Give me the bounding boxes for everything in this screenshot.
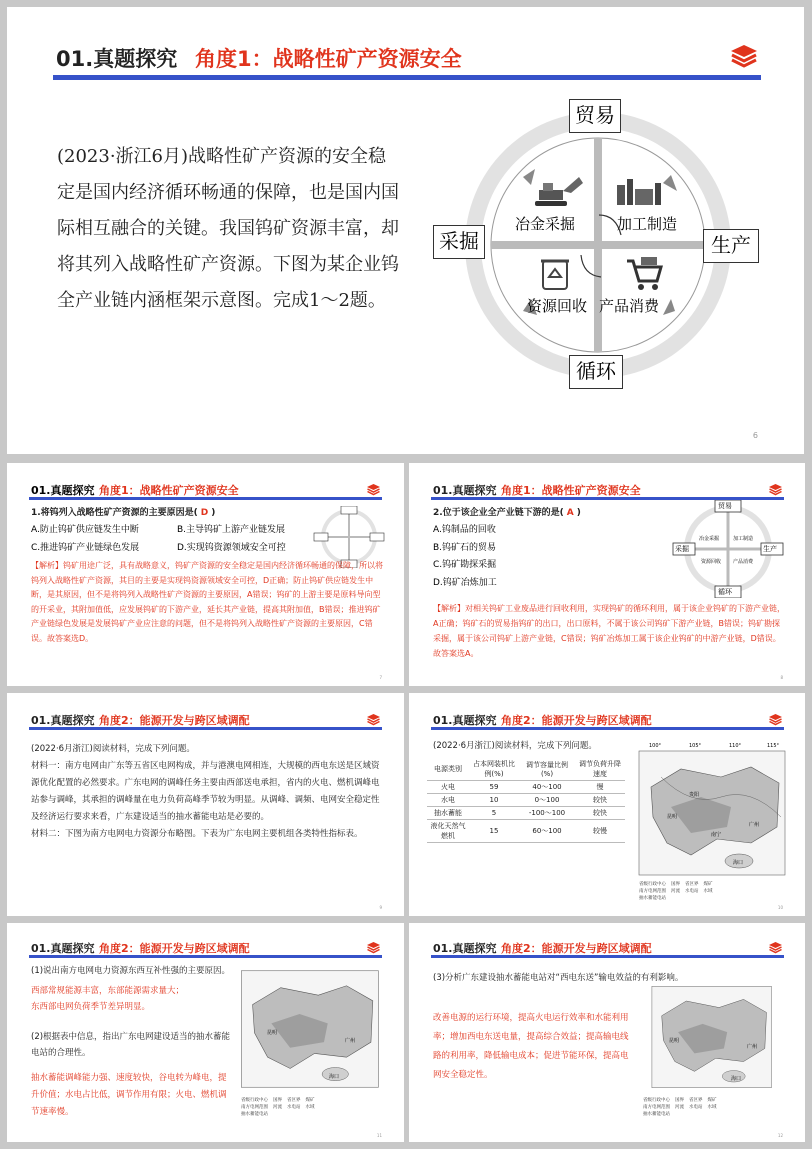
option-c: C.钨矿勘探采掘 bbox=[433, 560, 497, 570]
question-2: 2.位于该企业全产业链下游的是( A ) bbox=[433, 508, 581, 518]
stack-icon bbox=[366, 711, 381, 730]
grid-map bbox=[635, 979, 793, 1139]
option-d: D.钨矿冶炼加工 bbox=[433, 578, 497, 588]
option-b: B.钨矿石的贸易 bbox=[433, 543, 497, 553]
angle-title: 角度1：战略性矿产资源安全 bbox=[99, 484, 239, 497]
page-number: 7 bbox=[379, 675, 382, 680]
page-number: 12 bbox=[777, 1133, 783, 1138]
question-1: (1)说出南方电网电力资源东西互补性强的主要原因。 bbox=[31, 966, 231, 976]
slide-7 bbox=[409, 923, 805, 1142]
angle-title: 角度2：能源开发与跨区域调配 bbox=[501, 714, 652, 727]
option-a: A.防止钨矿供应链发生中断 bbox=[31, 525, 139, 535]
section-title: 01.真题探究 bbox=[31, 484, 95, 497]
header-underline bbox=[431, 955, 784, 958]
option-a: A.钨制品的回收 bbox=[433, 525, 496, 535]
mini-box-recycle: 循环 bbox=[718, 588, 732, 596]
answer-1: 西部常规能源丰富，东部能源需求量大； 东西部电网负荷季节差异明显。 bbox=[31, 986, 185, 1012]
material-2: 材料二：下图为南方电网电力资源分布略图。下表为广东电网主要机组各类特性指标表。 bbox=[31, 829, 363, 839]
stack-icon bbox=[366, 481, 381, 500]
lon-label: 110° bbox=[729, 743, 742, 749]
slide-2 bbox=[7, 463, 404, 686]
page-number: 10 bbox=[777, 905, 783, 910]
stack-icon bbox=[768, 481, 783, 500]
angle-title: 角度2：能源开发与跨区域调配 bbox=[99, 942, 250, 955]
map-legend: 省级行政中心 国界 省区界 煤矿 南方电网范围 河流 水电站 水域 抽水蓄能电站 bbox=[241, 1098, 315, 1117]
header-underline bbox=[29, 727, 382, 730]
section-title: 01.真题探究 bbox=[433, 484, 497, 497]
material-text bbox=[31, 741, 381, 843]
th-speed: 调节负荷升降速度 bbox=[575, 758, 625, 781]
quadrant-processing: 加工制造 bbox=[617, 215, 678, 233]
angle-title: 角度2：能源开发与跨区域调配 bbox=[501, 942, 652, 955]
table-row: 火电 59 40～100 慢 bbox=[427, 781, 625, 794]
place-guangzhou: 广州 bbox=[747, 1044, 758, 1050]
th-type: 电源类别 bbox=[427, 758, 469, 781]
grid-map bbox=[631, 743, 789, 911]
table-row: 液化天然气燃机 15 60～100 较慢 bbox=[427, 820, 625, 843]
place-guangzhou: 广州 bbox=[749, 822, 760, 828]
place-kunming: 昆明 bbox=[667, 814, 678, 820]
stack-icon bbox=[366, 939, 381, 958]
stack-icon bbox=[768, 711, 783, 730]
box-recycle: 循环 bbox=[569, 355, 623, 389]
quadrant-recovery: 资源回收 bbox=[527, 297, 588, 315]
section-title: 01.真题探究 bbox=[56, 47, 178, 71]
power-table bbox=[427, 758, 625, 843]
mini-quadrant-3: 资源回收 bbox=[701, 559, 722, 565]
option-c: C.推进钨矿产业链绿色发展 bbox=[31, 543, 140, 553]
section-title: 01.真题探究 bbox=[433, 942, 497, 955]
material-1: 材料一：南方电网由广东等五省区电网构成，并与港澳电网相连，大规模的西电东送是区域资源优化配置的必然要求。广东电网的调峰任务主要由西部送电承担，省内的火电、燃机调峰电站参与调峰，其承担的调峰量在电力负荷高峰季节较为明显。从调峰、调频、电网安全稳定性及经济运行要求来看，广东建设适当的抽水蓄能电站是必要的。 bbox=[31, 761, 380, 822]
lon-label: 115° bbox=[767, 743, 780, 749]
header-underline bbox=[431, 727, 784, 730]
option-b: B.主导钨矿上游产业链发展 bbox=[177, 525, 286, 535]
stack-icon bbox=[729, 43, 759, 69]
mini-diagram bbox=[671, 500, 785, 602]
mini-box-mining: 采掘 bbox=[675, 545, 689, 553]
question-3: (3)分析广东建设抽水蓄能电站对“西电东送”输电效益的有利影响。 bbox=[433, 973, 684, 983]
section-title: 01.真题探究 bbox=[31, 942, 95, 955]
question-1: 1.将钨列入战略性矿产资源的主要原因是( D ) bbox=[31, 508, 216, 518]
analysis-text: 【解析】钨矿用途广泛，具有战略意义，钨矿产资源的安全稳定是国内经济循环畅通的保障，所以将钨列入战略性矿产资源，其目的主要是实现钨资源领域安全可控，D正确；防止钨矿供应链发生中断，是其原因，但不是将钨列入战略性矿产资源的主要原因，A错误；钨矿的上游主要是原料导向型的开采业，其附加值低，应发展钨矿的下游产业，延长其产业链，提高其附加值，B错误；推进钨矿产业链绿色发展是发展钨矿产业应注意的问题，但不是将钨列入战略性矿产资源的主要原因，C错误。故答案选D。 bbox=[31, 561, 383, 643]
table-header bbox=[427, 758, 625, 781]
intro-line: (2022·6月浙江)阅读材料，完成下列问题。 bbox=[433, 741, 597, 751]
analysis-text: 【解析】对相关钨矿工业废品进行回收利用，实现钨矿的循环利用，属于该企业钨矿的下游产业链，A正确；钨矿石的贸易指钨矿的出口，出口原料，不属于该公司钨矿下游产业链，B错误；钨矿勘探采掘，属于该公司钨矿上游产业链，C错误；钨矿冶炼加工属于该企业钨矿的中游产业链，D错误。故答案选A。 bbox=[433, 604, 785, 658]
slide-1 bbox=[7, 7, 804, 454]
option-d: D.实现钨资源领域安全可控 bbox=[177, 543, 286, 553]
place-haikou: 海口 bbox=[731, 1076, 742, 1082]
table-row: 抽水蓄能 5 -100～100 较快 bbox=[427, 807, 625, 820]
page-number: 6 bbox=[752, 431, 758, 440]
mini-quadrant-2: 加工制造 bbox=[733, 536, 754, 542]
section-title: 01.真题探究 bbox=[433, 714, 497, 727]
answer-2: 抽水蓄能调峰能力强、速度较快，谷电转为峰电，提升价值；水电占比低，调节作用有限；火电、燃机调节速率慢。 bbox=[31, 1073, 227, 1117]
mini-box-trade: 贸易 bbox=[718, 502, 732, 510]
angle-title: 角度1：战略性矿产资源安全 bbox=[195, 47, 462, 71]
place-guangzhou: 广州 bbox=[345, 1038, 356, 1044]
stack-icon bbox=[768, 939, 783, 958]
table-row: 水电 10 0～100 较快 bbox=[427, 794, 625, 807]
place-kunming: 昆明 bbox=[669, 1038, 680, 1044]
page-number: 11 bbox=[376, 1133, 382, 1138]
grid-map bbox=[233, 963, 391, 1133]
slide-4 bbox=[7, 693, 404, 916]
header-underline bbox=[53, 75, 761, 80]
box-trade: 贸易 bbox=[569, 99, 621, 133]
box-mining: 采掘 bbox=[433, 225, 485, 259]
slide-3 bbox=[409, 463, 805, 686]
question-2: (2)根据表中信息，指出广东电网建设适当的抽水蓄能电站的合理性。 bbox=[31, 1032, 231, 1058]
page-number: 8 bbox=[780, 675, 783, 680]
answer-3: 改善电源的运行环境，提高火电运行效率和水能利用率；增加西电东送电量，提高综合效益；提高输电线路的利用率，降低输电成本；促进节能环保，提高电网安全稳定性。 bbox=[433, 1013, 629, 1080]
page-number: 9 bbox=[379, 905, 382, 910]
map-legend: 省级行政中心 国界 省区界 煤矿 南方电网范围 河流 水电站 水域 抽水蓄能电站 bbox=[639, 882, 713, 901]
tungsten-chain-diagram bbox=[431, 95, 771, 385]
place-haikou: 海口 bbox=[733, 860, 744, 866]
lon-label: 105° bbox=[689, 743, 702, 749]
th-share: 占本网装机比例(%) bbox=[469, 758, 519, 781]
header-underline bbox=[29, 497, 382, 500]
place-kunming: 昆明 bbox=[267, 1030, 278, 1036]
th-capacity: 调节容量比例(%) bbox=[519, 758, 575, 781]
map-legend: 省级行政中心 国界 省区界 煤矿 南方电网范围 河流 水电站 水域 抽水蓄能电站 bbox=[643, 1098, 717, 1117]
slide-5 bbox=[409, 693, 805, 916]
lon-label: 100° bbox=[649, 743, 662, 749]
place-guiyang: 贵阳 bbox=[689, 792, 700, 798]
header-underline bbox=[29, 955, 382, 958]
box-production: 生产 bbox=[703, 229, 759, 263]
angle-title: 角度1：战略性矿产资源安全 bbox=[501, 484, 641, 497]
mini-box-production: 生产 bbox=[763, 545, 777, 553]
place-haikou: 海口 bbox=[329, 1074, 340, 1080]
question-intro: (2023·浙江6月)战略性矿产资源的安全稳定是国内经济循环畅通的保障，也是国内国际相互融合的关键。我国钨矿资源丰富，却将其列入战略性矿产资源。下图为某企业钨全产业链内涵框架示意图。完成1～2题。 bbox=[57, 146, 399, 311]
quadrant-consumption: 产品消费 bbox=[599, 297, 660, 315]
section-title: 01.真题探究 bbox=[31, 714, 95, 727]
angle-title: 角度2：能源开发与跨区域调配 bbox=[99, 714, 250, 727]
slide-6 bbox=[7, 923, 404, 1142]
quadrant-metallurgy: 冶金采掘 bbox=[515, 215, 576, 233]
intro-line: (2022·6月浙江)阅读材料，完成下列问题。 bbox=[31, 744, 195, 754]
mini-quadrant-4: 产品消费 bbox=[733, 559, 754, 565]
place-nanning: 南宁 bbox=[711, 832, 722, 838]
mini-quadrant-1: 冶金采掘 bbox=[699, 536, 720, 542]
